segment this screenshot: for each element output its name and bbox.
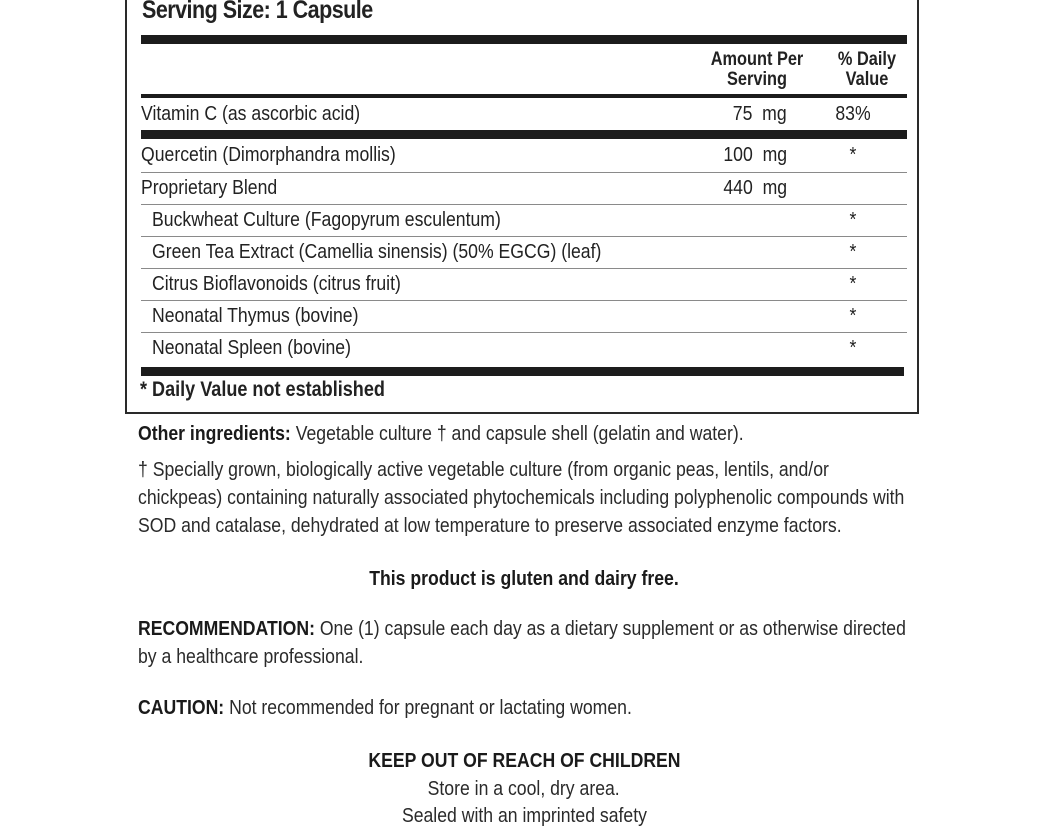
- ingredient-name: Quercetin (Dimorphandra mollis): [141, 143, 396, 166]
- nutrient-name: Vitamin C (as ascorbic acid): [141, 102, 361, 125]
- gluten-free-text: This product is gluten and dairy free.: [369, 567, 679, 590]
- ingredient-name: Neonatal Thymus (bovine): [152, 304, 359, 327]
- other-ingredients: [138, 420, 1038, 448]
- storage-line: [0, 777, 1048, 801]
- supplement-facts-panel: [125, 0, 919, 414]
- recommendation-label: RECOMMENDATION:: [138, 617, 315, 640]
- recommendation-text: One (1) capsule each day as a dietary supplement or as otherwise directed by a healthcare professional.: [138, 617, 906, 668]
- keep-out-heading: KEEP OUT OF REACH OF CHILDREN: [367, 749, 681, 772]
- ingredient-row: [141, 139, 907, 171]
- storage-text: Store in a cool, dry area.: [427, 777, 621, 800]
- ingredient-amount: 100 mg: [723, 143, 787, 166]
- header-line: Amount Per: [710, 49, 804, 70]
- daily-value-footnote: * Daily Value not established: [140, 378, 385, 401]
- header-line: Value: [845, 69, 889, 90]
- dagger-note: [138, 456, 1038, 540]
- keep-out-of-reach: [0, 749, 1048, 773]
- safety-seal-line: [0, 804, 1048, 828]
- amount-per-serving-header: [705, 50, 808, 90]
- daily-value-header: [833, 50, 902, 90]
- ingredient-dv: *: [849, 143, 857, 166]
- ingredient-name: Citrus Bioflavonoids (citrus fruit): [152, 272, 401, 295]
- ingredient-dv: *: [849, 272, 857, 295]
- nutrient-amount: 75 mg: [733, 102, 787, 125]
- thick-rule: [141, 367, 904, 376]
- ingredient-row: [141, 332, 907, 364]
- gluten-free-statement: [0, 567, 1048, 591]
- ingredient-name: Green Tea Extract (Camellia sinensis) (50% EGCG) (leaf): [152, 240, 602, 263]
- ingredient-dv: *: [849, 304, 857, 327]
- caution-label: CAUTION:: [138, 696, 225, 719]
- nutrient-dv: 83%: [835, 102, 871, 125]
- ingredient-row: [141, 172, 907, 204]
- ingredient-row: [141, 236, 907, 268]
- dagger-note-text: † Specially grown, biologically active vegetable culture (from organic peas, lentils, and/or chickpeas) containing naturally associated phytochemicals including polyphenolic compounds with SOD and catalase, dehydrated at low temperature to preserve associated enzyme factors.: [138, 458, 905, 537]
- other-ingredients-text: Vegetable culture † and capsule shell (gelatin and water).: [290, 422, 744, 445]
- thick-rule: [141, 130, 907, 139]
- recommendation: [138, 615, 1038, 671]
- thick-rule: [141, 35, 907, 44]
- ingredient-row: [141, 204, 907, 236]
- ingredient-amount: 440 mg: [723, 176, 787, 199]
- header-line: % Daily: [837, 49, 897, 70]
- safety-seal-text: Sealed with an imprinted safety: [401, 804, 647, 827]
- ingredient-dv: *: [849, 240, 857, 263]
- ingredient-dv: *: [849, 336, 857, 359]
- nutrient-row: [141, 98, 907, 130]
- ingredient-dv: *: [849, 208, 857, 231]
- ingredient-row: [141, 300, 907, 332]
- header-line: Serving: [727, 69, 787, 90]
- other-ingredients-label: Other ingredients:: [138, 422, 291, 445]
- caution-text: Not recommended for pregnant or lactating women.: [224, 696, 632, 719]
- ingredient-name: Buckwheat Culture (Fagopyrum esculentum): [152, 208, 501, 231]
- ingredient-row: [141, 268, 907, 300]
- ingredient-name: Proprietary Blend: [141, 176, 278, 199]
- ingredient-name: Neonatal Spleen (bovine): [152, 336, 351, 359]
- serving-size: Serving Size: 1 Capsule: [142, 0, 373, 24]
- caution: [138, 694, 1038, 722]
